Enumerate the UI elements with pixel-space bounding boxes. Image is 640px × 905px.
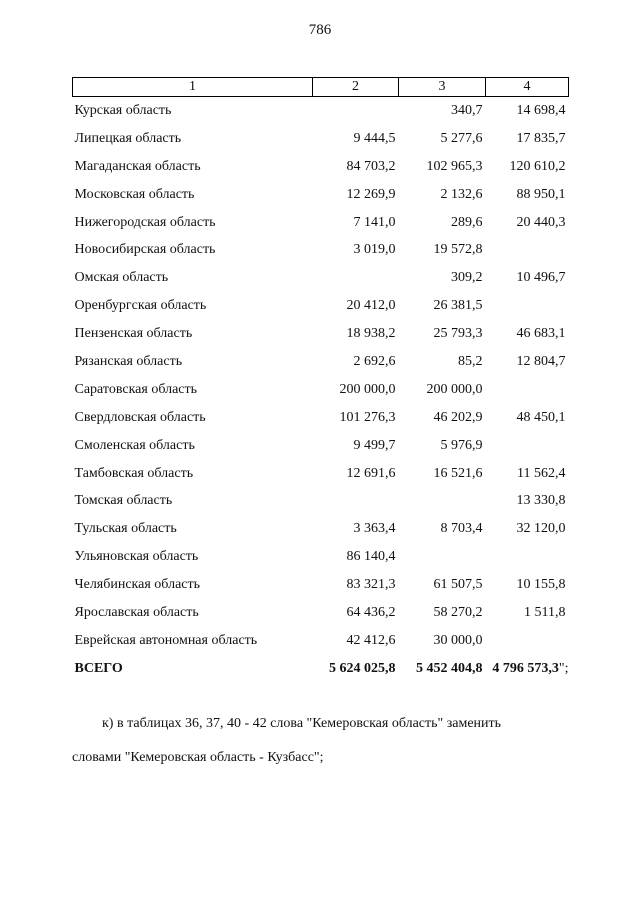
- value-col-3: 289,6: [451, 214, 483, 230]
- value-col-2: 9 444,5: [353, 130, 396, 146]
- value-col-2: [313, 487, 399, 515]
- value-col-2: 86 140,4: [346, 549, 396, 565]
- value-col-4: 20 440,3: [516, 214, 566, 230]
- table-row: [73, 209, 569, 237]
- table-row: [73, 627, 569, 655]
- value-col-2: 3 363,4: [353, 521, 396, 537]
- value-col-3: 8 703,4: [440, 521, 483, 537]
- region-name: Омская область: [74, 270, 169, 286]
- region-name: Тамбовская область: [74, 465, 194, 481]
- value-col-4: 88 950,1: [516, 186, 566, 202]
- region-name: Смоленская область: [74, 437, 195, 453]
- table-row: [73, 125, 569, 153]
- value-col-4: [486, 432, 569, 460]
- region-name: Свердловская область: [74, 409, 206, 425]
- value-col-4: [486, 543, 569, 571]
- value-col-3: [399, 543, 486, 571]
- value-col-3: 46 202,9: [433, 409, 483, 425]
- value-col-2: 83 321,3: [346, 577, 396, 593]
- table-row: [73, 487, 569, 515]
- value-col-4: [486, 292, 569, 320]
- table-row: [73, 432, 569, 460]
- region-name: Нижегородская область: [74, 214, 216, 230]
- value-col-4: [486, 236, 569, 264]
- value-col-2: 9 499,7: [353, 437, 396, 453]
- value-col-4: [486, 627, 569, 655]
- region-name: Саратовская область: [74, 381, 198, 397]
- amendment-text-line-1: к) в таблицах 36, 37, 40 - 42 слова "Кемеровская область" заменить: [102, 716, 502, 731]
- table-row: [73, 292, 569, 320]
- region-name: Липецкая область: [74, 130, 182, 146]
- regions-table: [72, 77, 569, 683]
- value-col-3: 25 793,3: [433, 326, 483, 342]
- value-col-3: 102 965,3: [426, 158, 483, 174]
- value-col-3: 30 000,0: [433, 632, 483, 648]
- value-col-2: 20 412,0: [346, 298, 396, 314]
- value-col-3: 16 521,6: [433, 465, 483, 481]
- value-col-4: 17 835,7: [516, 130, 566, 146]
- value-col-2: 64 436,2: [346, 604, 396, 620]
- table-row: [73, 320, 569, 348]
- value-col-2: 12 269,9: [346, 186, 396, 202]
- value-col-3: 61 507,5: [433, 577, 483, 593]
- table-header-row: [73, 78, 569, 97]
- value-col-4: 10 155,8: [516, 577, 566, 593]
- region-name: Московская область: [74, 186, 195, 202]
- value-col-3: 26 381,5: [433, 298, 483, 314]
- total-col-2: 5 624 025,8: [329, 660, 396, 676]
- region-name: Челябинская область: [74, 577, 200, 593]
- value-col-3: 5 976,9: [440, 437, 483, 453]
- value-col-3: [399, 487, 486, 515]
- region-name: Еврейская автономная область: [74, 632, 258, 648]
- region-name: Курская область: [74, 102, 172, 118]
- value-col-2: 84 703,2: [346, 158, 396, 174]
- column-header-4: 4: [486, 78, 569, 97]
- page-number: 786: [308, 22, 332, 38]
- table-row: [73, 571, 569, 599]
- value-col-3: 85,2: [458, 353, 483, 369]
- region-name: Рязанская область: [74, 353, 183, 369]
- total-col-4: [486, 655, 569, 683]
- table-row: [73, 264, 569, 292]
- value-col-4: 13 330,8: [516, 493, 566, 509]
- region-name: Новосибирская область: [74, 242, 216, 258]
- amendment-text-line-2: словами "Кемеровская область - Кузбасс";: [72, 750, 324, 765]
- value-col-2: 42 412,6: [346, 632, 396, 648]
- column-header-3: 3: [399, 78, 486, 97]
- table-row: [73, 181, 569, 209]
- value-col-2: 18 938,2: [346, 326, 396, 342]
- value-col-2: 101 276,3: [339, 409, 396, 425]
- table-row: [73, 236, 569, 264]
- total-label: ВСЕГО: [74, 660, 123, 676]
- value-col-3: 5 277,6: [440, 130, 483, 146]
- column-header-1: 1: [73, 78, 313, 97]
- region-name: Магаданская область: [74, 158, 201, 174]
- total-col-4-value: 4 796 573,3: [492, 660, 559, 676]
- table-row: [73, 348, 569, 376]
- value-col-4: 48 450,1: [516, 409, 566, 425]
- value-col-4: 12 804,7: [516, 353, 566, 369]
- table-row: [73, 97, 569, 125]
- value-col-3: 19 572,8: [433, 242, 483, 258]
- value-col-3: 340,7: [451, 102, 483, 118]
- table-body: [73, 97, 569, 655]
- total-suffix: ";: [558, 660, 569, 676]
- value-col-4: 32 120,0: [516, 521, 566, 537]
- region-name: Пензенская область: [74, 326, 193, 342]
- region-name: Тульская область: [74, 521, 177, 537]
- value-col-3: 200 000,0: [426, 381, 483, 397]
- total-col-3: 5 452 404,8: [416, 660, 483, 676]
- table-row: [73, 404, 569, 432]
- region-name: Оренбургская область: [74, 298, 207, 314]
- column-header-2: 2: [313, 78, 399, 97]
- value-col-3: 2 132,6: [440, 186, 483, 202]
- total-row: [73, 655, 569, 683]
- value-col-4: 11 562,4: [517, 465, 566, 481]
- value-col-2: 2 692,6: [353, 353, 396, 369]
- value-col-2: 12 691,6: [346, 465, 396, 481]
- region-name: Ульяновская область: [74, 549, 199, 565]
- table-row: [73, 153, 569, 181]
- table-row: [73, 376, 569, 404]
- table-row: [73, 599, 569, 627]
- value-col-2: 200 000,0: [339, 381, 396, 397]
- value-col-4: 14 698,4: [516, 102, 566, 118]
- value-col-2: 7 141,0: [353, 214, 396, 230]
- table-row: [73, 543, 569, 571]
- value-col-4: [486, 376, 569, 404]
- table-row: [73, 515, 569, 543]
- value-col-2: 3 019,0: [353, 242, 396, 258]
- value-col-4: 120 610,2: [509, 158, 566, 174]
- table-row: [73, 460, 569, 488]
- value-col-4: 10 496,7: [516, 270, 566, 286]
- value-col-4: 46 683,1: [516, 326, 566, 342]
- region-name: Ярославская область: [74, 604, 199, 620]
- region-name: Томская область: [74, 493, 173, 509]
- value-col-3: 309,2: [451, 270, 483, 286]
- value-col-2: [313, 264, 399, 292]
- value-col-2: [313, 97, 399, 125]
- value-col-4: 1 511,8: [524, 604, 566, 620]
- value-col-3: 58 270,2: [433, 604, 483, 620]
